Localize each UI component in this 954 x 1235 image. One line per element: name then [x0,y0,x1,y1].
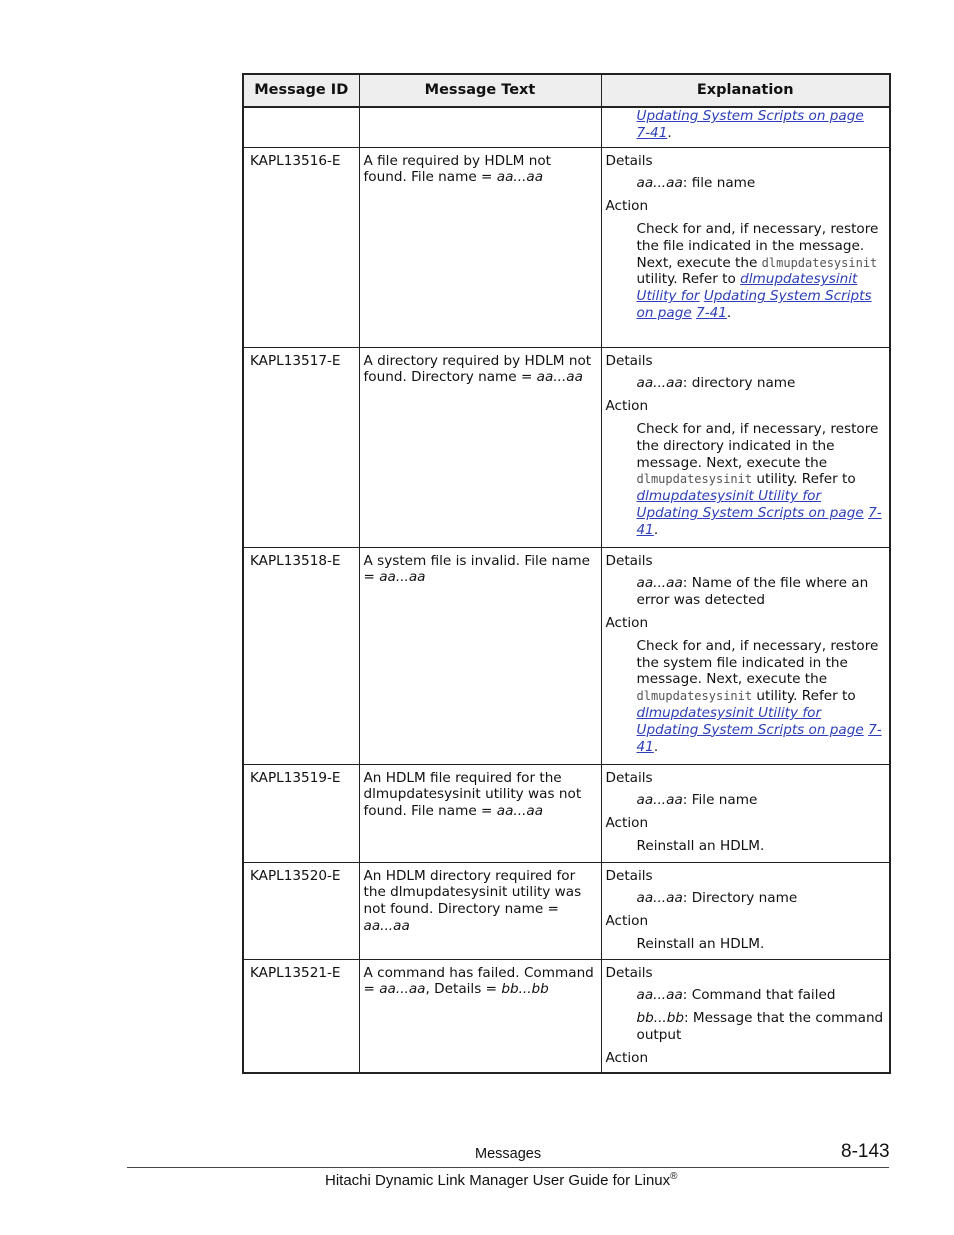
messages-table [242,73,891,1074]
message-text: A directory required by HDLM not found. Directory name = aa...aa [359,347,601,547]
details-label: Details [605,352,653,369]
footer-section-title: Messages [475,1146,542,1162]
details-label: Details [605,152,653,169]
explanation [601,347,890,547]
detail-item: aa...aa: directory name [636,375,796,392]
message-id: KAPL13521-E [243,959,359,1072]
doc-link[interactable]: 7-41 [636,124,668,141]
message-text: An HDLM file required for the dlmupdatesysinit utility was not found. File name = aa...aa [359,764,601,862]
details-label: Details [605,867,653,884]
table-row [243,862,890,959]
footer-divider [127,1167,889,1168]
action-text: Check for and, if necessary, restore the file indicated in the message. Next, execute the dlmupdatesysinit utility. Refer to dlmupdatesysinit Utility for Updating System Scripts on page 7-41. [636,220,879,321]
header-message-id: Message ID [243,74,359,107]
action-text: Check for and, if necessary, restore the directory indicated in the message. Next, execute the dlmupdatesysinit utility. Refer to dlmupdatesysinit Utility for Updating System Scripts on page 7-41. [636,420,882,538]
detail-item: aa...aa: Command that failed [636,987,836,1004]
table-row [243,147,890,347]
action-label: Action [605,1049,649,1066]
detail-item: bb...bb: Message that the command output [636,1010,884,1043]
registered-mark: ® [670,1171,678,1182]
doc-link[interactable]: Updating System Scripts on page [636,504,864,521]
doc-link[interactable]: Updating System Scripts on page [636,108,864,124]
doc-link[interactable]: Updating System Scripts on page [636,288,872,321]
detail-item: aa...aa: Name of the file where an error was detected [636,575,869,609]
footer-book-title: Hitachi Dynamic Link Manager User Guide for Linux® [325,1171,678,1189]
table-row-continuation: Updating System Scripts on page 7-41. [243,107,890,147]
action-label: Action [605,614,649,631]
table-row [243,547,890,764]
message-id: KAPL13520-E [243,862,359,959]
explanation [601,547,890,764]
page-number: 8-143 [841,1141,890,1162]
action-label: Action [605,198,649,215]
detail-item: aa...aa: File name [636,792,758,809]
explanation [601,764,890,862]
action-text: Check for and, if necessary, restore the system file indicated in the message. Next, execute the dlmupdatesysinit utility. Refer to dlmupdatesysinit Utility for Updating System Scripts on page 7-41. [636,637,882,755]
message-text: A system file is invalid. File name = aa...aa [359,547,601,764]
header-explanation: Explanation [601,74,890,107]
doc-link[interactable]: dlmupdatesysinit Utility for [636,488,822,505]
doc-link[interactable]: 7-41 [636,721,882,755]
explanation [601,862,890,959]
table-header-row [243,74,890,107]
message-text: A file required by HDLM not found. File name = aa...aa [359,147,601,347]
doc-link[interactable]: 7-41 [636,504,882,538]
table-row [243,764,890,862]
details-label: Details [605,552,653,569]
action-text: Reinstall an HDLM. [636,935,765,952]
message-text: A command has failed. Command = aa...aa, Details = bb...bb [359,959,601,1072]
table-row [243,347,890,547]
doc-link[interactable]: 7-41 [696,304,727,321]
details-label: Details [605,769,653,786]
action-label: Action [605,815,649,832]
message-id: KAPL13518-E [243,547,359,764]
doc-link[interactable]: dlmupdatesysinit Utility for [636,271,858,305]
detail-item: aa...aa: Directory name [636,890,798,907]
doc-link[interactable]: dlmupdatesysinit Utility for [636,704,822,721]
table-row [243,959,890,1072]
message-text: An HDLM directory required for the dlmupdatesysinit utility was not found. Directory name = aa...aa [359,862,601,959]
explanation [601,147,890,347]
doc-link[interactable]: Updating System Scripts on page [636,721,864,738]
explanation [601,959,890,1072]
message-id: KAPL13517-E [243,347,359,547]
detail-item: aa...aa: file name [636,175,756,192]
action-label: Action [605,913,649,930]
action-label: Action [605,398,649,415]
details-label: Details [605,964,653,981]
action-text: Reinstall an HDLM. [636,837,765,854]
header-message-text: Message Text [359,74,601,107]
message-id: KAPL13519-E [243,764,359,862]
message-id: KAPL13516-E [243,147,359,347]
